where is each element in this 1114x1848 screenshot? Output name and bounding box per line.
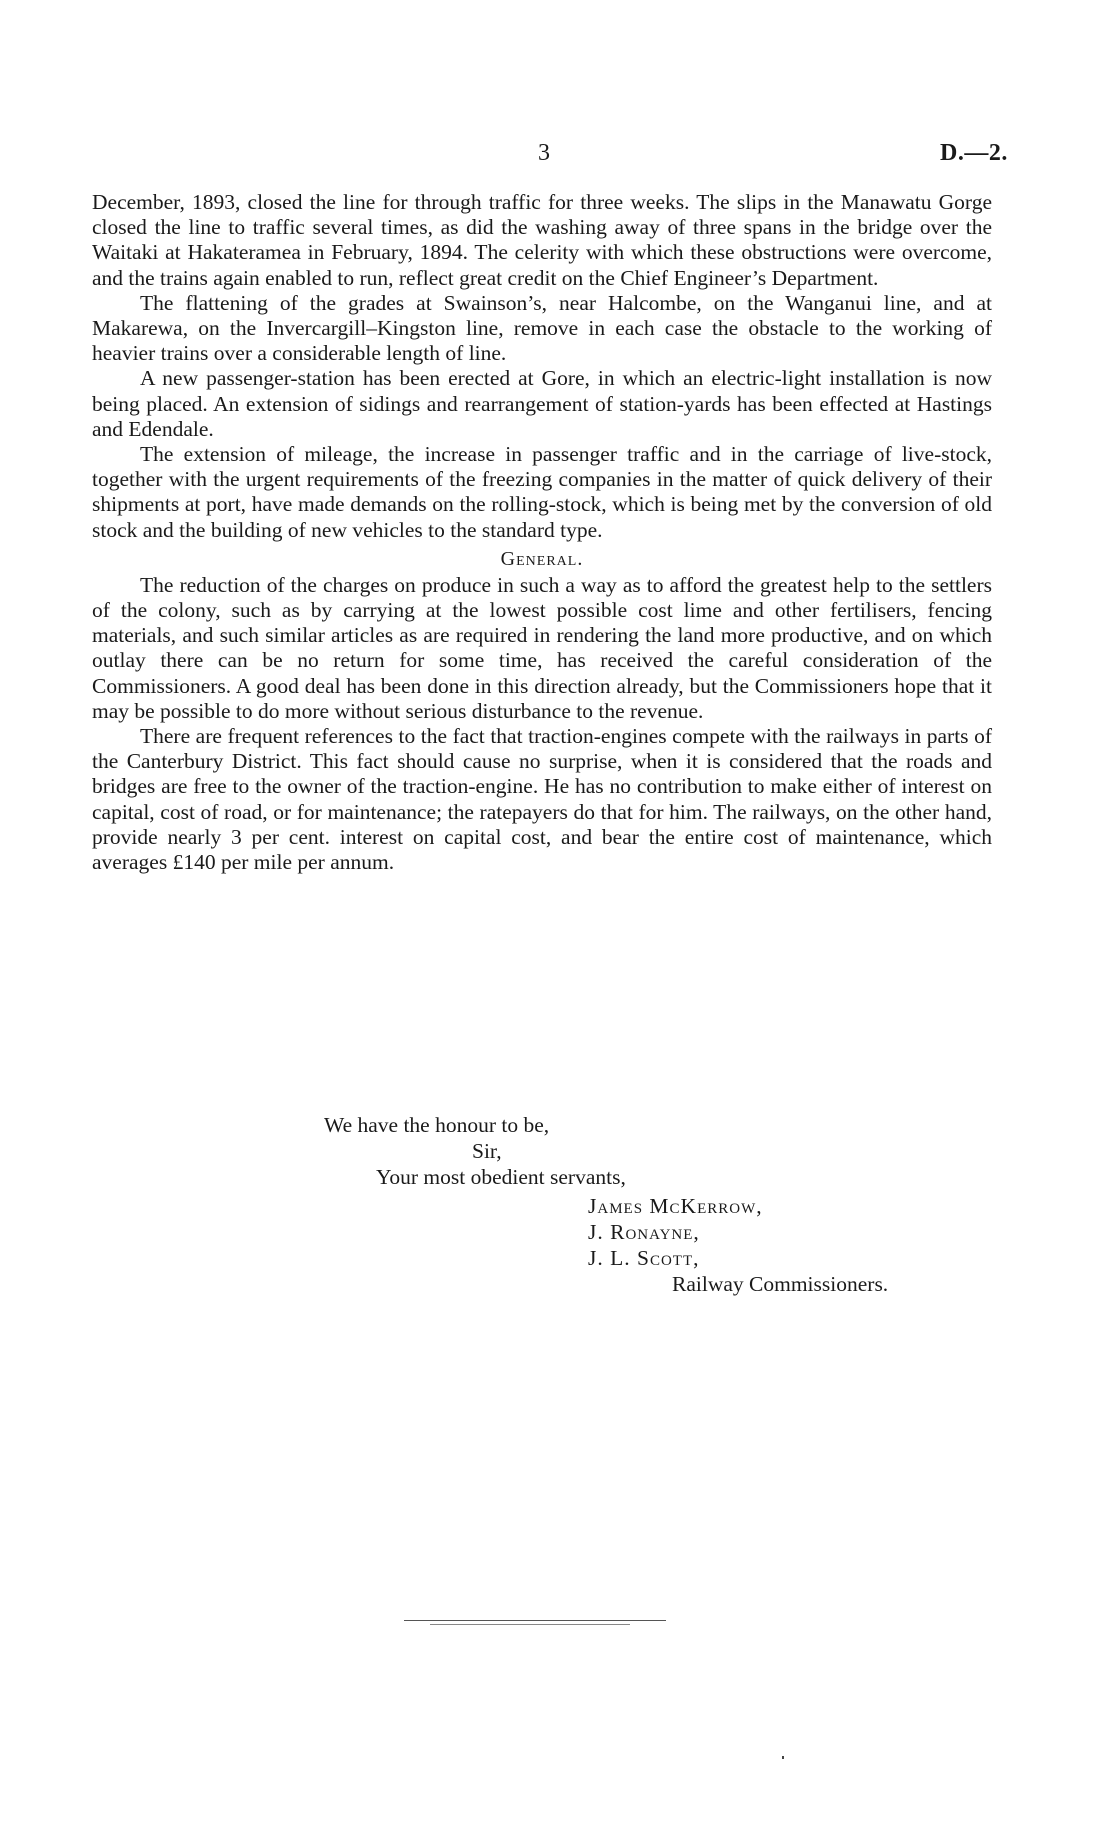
signatory-scott: J. L. Scott,: [588, 1246, 700, 1270]
page-number: 3: [538, 140, 550, 166]
paragraph-rolling-stock: The extension of mileage, the increase in passenger traffic and in the carriage of live-stock, together with the urgent requirements of the freezing companies in the matter of quick delivery of their shipments at port, have made demands on the rolling-stock, which is being met by the conversion of old stock and the building of new vehicles to the standard type.: [92, 442, 992, 542]
paragraph-gore-station: A new passenger-station has been erected at Gore, in which an electric-light installation is now being placed. An extension of sidings and rearrangement of station-yards has been effected at Hastings and Edendale.: [92, 366, 992, 441]
paragraph-grade-flattening: The flattening of the grades at Swainson’s, near Halcombe, on the Wanganui line, and at Makarewa, on the Invercargill–Kingston line, remove in each case the obstacle to the working of heavier trains over a considerable length of line.: [92, 290, 992, 366]
print-speck: [782, 1756, 784, 1759]
section-heading-general: General.: [500, 547, 584, 570]
closing-salutation: We have the honour to be,: [324, 1113, 550, 1137]
page-header: [0, 140, 1114, 170]
closing-rule-lower: [430, 1624, 630, 1625]
report-body: [92, 190, 992, 875]
paragraph-traction-engines: There are frequent references to the fact that traction-engines compete with the railways in parts of the Canterbury District. This fact should cause no surprise, when it is considered that the roads and bridges are free to the owner of the traction-engine. He has no contribution to make either of interest on capital, cost of road, or for maintenance; the ratepayers do that for him. The railways, on the other hand, provide nearly 3 per cent. interest on capital cost, and bear the entire cost of maintenance, which averages £140 per mile per annum.: [92, 724, 992, 875]
closing-servants: Your most obedient servants,: [376, 1165, 626, 1189]
paragraph-produce-charges: The reduction of the charges on produce in such a way as to afford the greatest help to the settlers of the colony, such as by carrying at the lowest possible cost lime and other fertilisers, fencing materials, and such similar articles as are required in rendering the land more productive, and on which outlay there can be no return for some time, has received the careful consideration of the Commissioners. A good deal has been done in this direction already, but the Commissioners hope that it may be possible to do more without serious disturbance to the revenue.: [92, 572, 992, 723]
document-reference: D.—2.: [940, 140, 1008, 166]
closing-sir: Sir,: [472, 1139, 502, 1163]
signatory-title: Railway Commissioners.: [672, 1272, 889, 1296]
paragraph-slips-and-closures: December, 1893, closed the line for through traffic for three weeks. The slips in the Manawatu Gorge closed the line to traffic several times, as did the washing away of three spans in the bridge over the Waitaki at Hakateramea in February, 1894. The celerity with which these obstructions were overcome, and the trains again enabled to run, reflect great credit on the Chief Engineer’s Department.: [92, 190, 992, 290]
closing-rule-upper: [404, 1620, 666, 1621]
signatory-mckerrow: James McKerrow,: [588, 1194, 763, 1218]
signatory-ronayne: J. Ronayne,: [588, 1220, 700, 1244]
